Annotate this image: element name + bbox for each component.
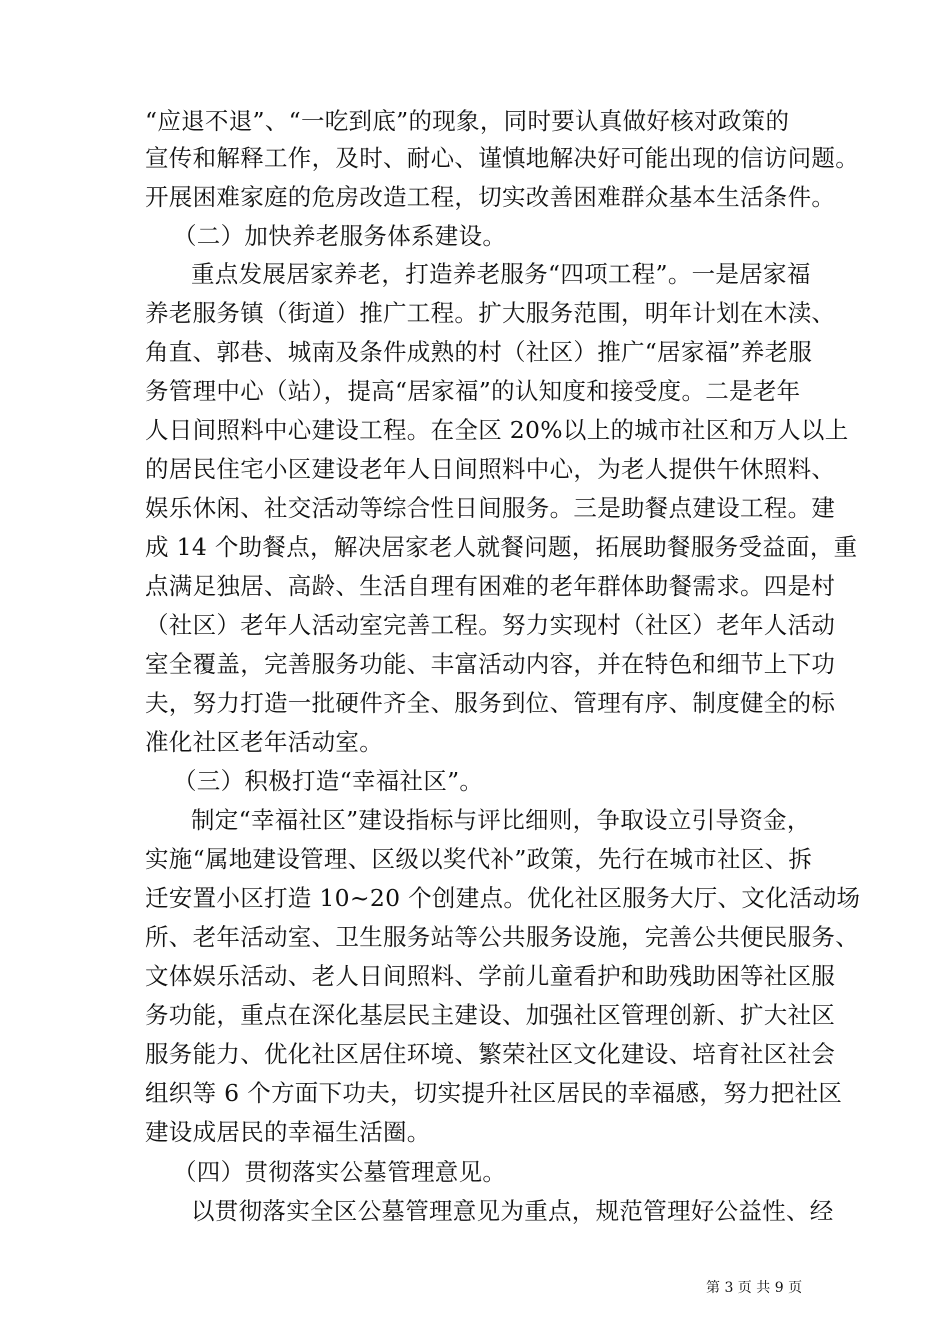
text-line: 宣传和解释工作，及时、耐心、谨慎地解决好可能出现的信访问题。 — [145, 144, 859, 172]
text-line: 文体娱乐活动、老人日间照料、学前儿童看护和助残助困等社区服 — [145, 962, 836, 990]
text-line: 成 14 个助餐点，解决居家老人就餐问题，拓展助餐服务受益面，重 — [145, 533, 858, 561]
text-line: （社区）老年人活动室完善工程。努力实现村（社区）老年人活动 — [145, 611, 836, 639]
text-line: 服务能力、优化社区居住环境、繁荣社区文化建设、培育社区社会 — [145, 1040, 836, 1068]
text-line: 室全覆盖，完善服务功能、丰富活动内容，并在特色和细节上下功 — [145, 650, 836, 678]
text-line: 养老服务镇（街道）推广工程。扩大服务范围，明年计划在木渎、 — [145, 299, 836, 327]
text-line: 点满足独居、高龄、生活自理有困难的老年群体助餐需求。四是村 — [145, 572, 836, 600]
text-line: 务管理中心（站），提高“居家福”的认知度和接受度。二是老年 — [145, 377, 801, 405]
page-number: 第 3 页 共 9 页 — [706, 1280, 803, 1296]
text-line: 重点发展居家养老，打造养老服务“四项工程”。一是居家福 — [191, 260, 811, 288]
text-line: 实施“属地建设管理、区级以奖代补”政策，先行在城市社区、拆 — [145, 845, 813, 873]
text-line: 角直、郭巷、城南及条件成熟的村（社区）推广“居家福”养老服 — [145, 338, 813, 366]
text-line: 制定“幸福社区”建设指标与评比细则，争取设立引导资金， — [191, 806, 811, 834]
text-line: 迁安置小区打造 10~20 个创建点。优化社区服务大厅、文化活动场 — [145, 884, 861, 912]
text-line: 的居民住宅小区建设老年人日间照料中心，为老人提供午休照料、 — [145, 455, 836, 483]
text-line: 人日间照料中心建设工程。在全区 20%以上的城市社区和万人以上 — [145, 416, 849, 444]
text-line: 组织等 6 个方面下功夫，切实提升社区居民的幸福感，努力把社区 — [145, 1079, 843, 1107]
text-line: 准化社区老年活动室。 — [145, 728, 383, 756]
text-line: 夫，努力打造一批硬件齐全、服务到位、管理有序、制度健全的标 — [145, 689, 836, 717]
text-line: 娱乐休闲、社交活动等综合性日间服务。三是助餐点建设工程。建 — [145, 494, 836, 522]
text-line: 所、老年活动室、卫生服务站等公共服务设施，完善公共便民服务、 — [145, 923, 859, 951]
text-line: 开展困难家庭的危房改造工程，切实改善困难群众基本生活条件。 — [145, 183, 836, 211]
text-line: （三）积极打造“幸福社区”。 — [173, 767, 484, 795]
text-line: 建设成居民的幸福生活圈。 — [145, 1118, 431, 1146]
text-line: 务功能，重点在深化基层民主建设、加强社区管理创新、扩大社区 — [145, 1001, 836, 1029]
text-line: （二）加快养老服务体系建设。 — [173, 222, 507, 250]
text-line: 以贯彻落实全区公墓管理意见为重点，规范管理好公益性、经 — [191, 1197, 834, 1225]
text-line: （四）贯彻落实公墓管理意见。 — [173, 1158, 507, 1186]
text-line: “应退不退”、“一吃到底”的现象，同时要认真做好核对政策的 — [145, 107, 790, 135]
